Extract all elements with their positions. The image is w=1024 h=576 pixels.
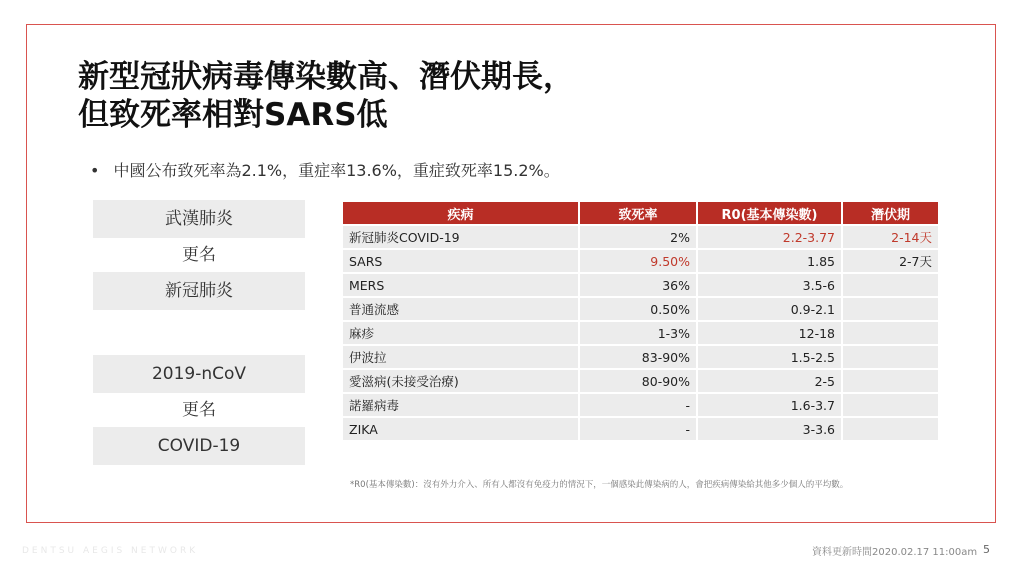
rename-label: 更名 bbox=[182, 245, 216, 265]
disease-name: MERS bbox=[343, 274, 578, 296]
slide-title bbox=[78, 58, 574, 134]
table-header-row bbox=[343, 202, 938, 224]
name-label: 2019-nCoV bbox=[151, 364, 247, 384]
name-box-covid bbox=[93, 427, 305, 465]
fatality-rate: 0.50% bbox=[580, 298, 696, 320]
disease-name: 麻疹 bbox=[343, 322, 578, 344]
page-number: 5 bbox=[983, 543, 990, 556]
name-box-ncov bbox=[93, 355, 305, 393]
incubation-period bbox=[843, 274, 938, 296]
bullet-icon: • bbox=[90, 161, 100, 180]
r0-value: 1.6-3.7 bbox=[698, 394, 841, 416]
bullet-point bbox=[90, 158, 560, 181]
r0-value: 2-5 bbox=[698, 370, 841, 392]
incubation-period bbox=[843, 394, 938, 416]
r0-value: 3-3.6 bbox=[698, 418, 841, 440]
fatality-rate: 83-90% bbox=[580, 346, 696, 368]
table-row bbox=[343, 394, 938, 416]
footer-brand: DENTSU AEGIS NETWORK bbox=[22, 546, 199, 556]
r0-value: 1.5-2.5 bbox=[698, 346, 841, 368]
bullet-text: 中國公布致死率為2.1%，重症率13.6%，重症致死率15.2%。 bbox=[113, 161, 560, 180]
title-line-2: 但致死率相對SARS低 bbox=[78, 97, 388, 133]
disease-comparison-table bbox=[341, 200, 940, 442]
name-label: COVID-19 bbox=[157, 436, 241, 456]
r0-value: 2.2-3.77 bbox=[698, 226, 841, 248]
name-label: 新冠肺炎 bbox=[165, 281, 233, 301]
rename-label-box bbox=[93, 393, 305, 427]
update-time: 資料更新時間2020.02.17 11:00am bbox=[812, 547, 978, 558]
disease-name: 普通流感 bbox=[343, 298, 578, 320]
rename-label: 更名 bbox=[182, 400, 216, 420]
fatality-rate: 36% bbox=[580, 274, 696, 296]
name-box-wuhan bbox=[93, 200, 305, 238]
r0-value: 0.9-2.1 bbox=[698, 298, 841, 320]
fatality-rate: 1-3% bbox=[580, 322, 696, 344]
disease-name: 愛滋病(未接受治療) bbox=[343, 370, 578, 392]
table-row bbox=[343, 274, 938, 296]
fatality-rate: - bbox=[580, 394, 696, 416]
r0-value: 3.5-6 bbox=[698, 274, 841, 296]
table-row bbox=[343, 226, 938, 248]
incubation-period bbox=[843, 418, 938, 440]
header-disease: 疾病 bbox=[343, 202, 578, 224]
incubation-period: 2-7天 bbox=[843, 250, 938, 272]
table-row bbox=[343, 418, 938, 440]
fatality-rate: - bbox=[580, 418, 696, 440]
fatality-rate: 80-90% bbox=[580, 370, 696, 392]
fatality-rate: 2% bbox=[580, 226, 696, 248]
table-row bbox=[343, 298, 938, 320]
title-line-1: 新型冠狀病毒傳染數高、潛伏期長， bbox=[78, 59, 574, 95]
name-label: 武漢肺炎 bbox=[165, 209, 233, 229]
table-row bbox=[343, 322, 938, 344]
incubation-period bbox=[843, 298, 938, 320]
r0-value: 1.85 bbox=[698, 250, 841, 272]
incubation-period bbox=[843, 322, 938, 344]
footnote: *R0(基本傳染數)：沒有外力介入、所有人都沒有免疫力的情況下，一個感染此傳染病的人，會把疾病傳染給其他多少個人的平均數。 bbox=[350, 480, 849, 490]
table-row bbox=[343, 370, 938, 392]
disease-name: 伊波拉 bbox=[343, 346, 578, 368]
header-r0: R0(基本傳染數) bbox=[698, 202, 841, 224]
name-box-new bbox=[93, 272, 305, 310]
disease-name: SARS bbox=[343, 250, 578, 272]
header-incubation: 潛伏期 bbox=[843, 202, 938, 224]
disease-name: 新冠肺炎COVID-19 bbox=[343, 226, 578, 248]
incubation-period bbox=[843, 346, 938, 368]
table-row bbox=[343, 346, 938, 368]
fatality-rate: 9.50% bbox=[580, 250, 696, 272]
rename-label-box bbox=[93, 238, 305, 272]
incubation-period: 2-14天 bbox=[843, 226, 938, 248]
disease-name: 諾羅病毒 bbox=[343, 394, 578, 416]
header-fatality: 致死率 bbox=[580, 202, 696, 224]
table-row bbox=[343, 250, 938, 272]
incubation-period bbox=[843, 370, 938, 392]
r0-value: 12-18 bbox=[698, 322, 841, 344]
disease-name: ZIKA bbox=[343, 418, 578, 440]
